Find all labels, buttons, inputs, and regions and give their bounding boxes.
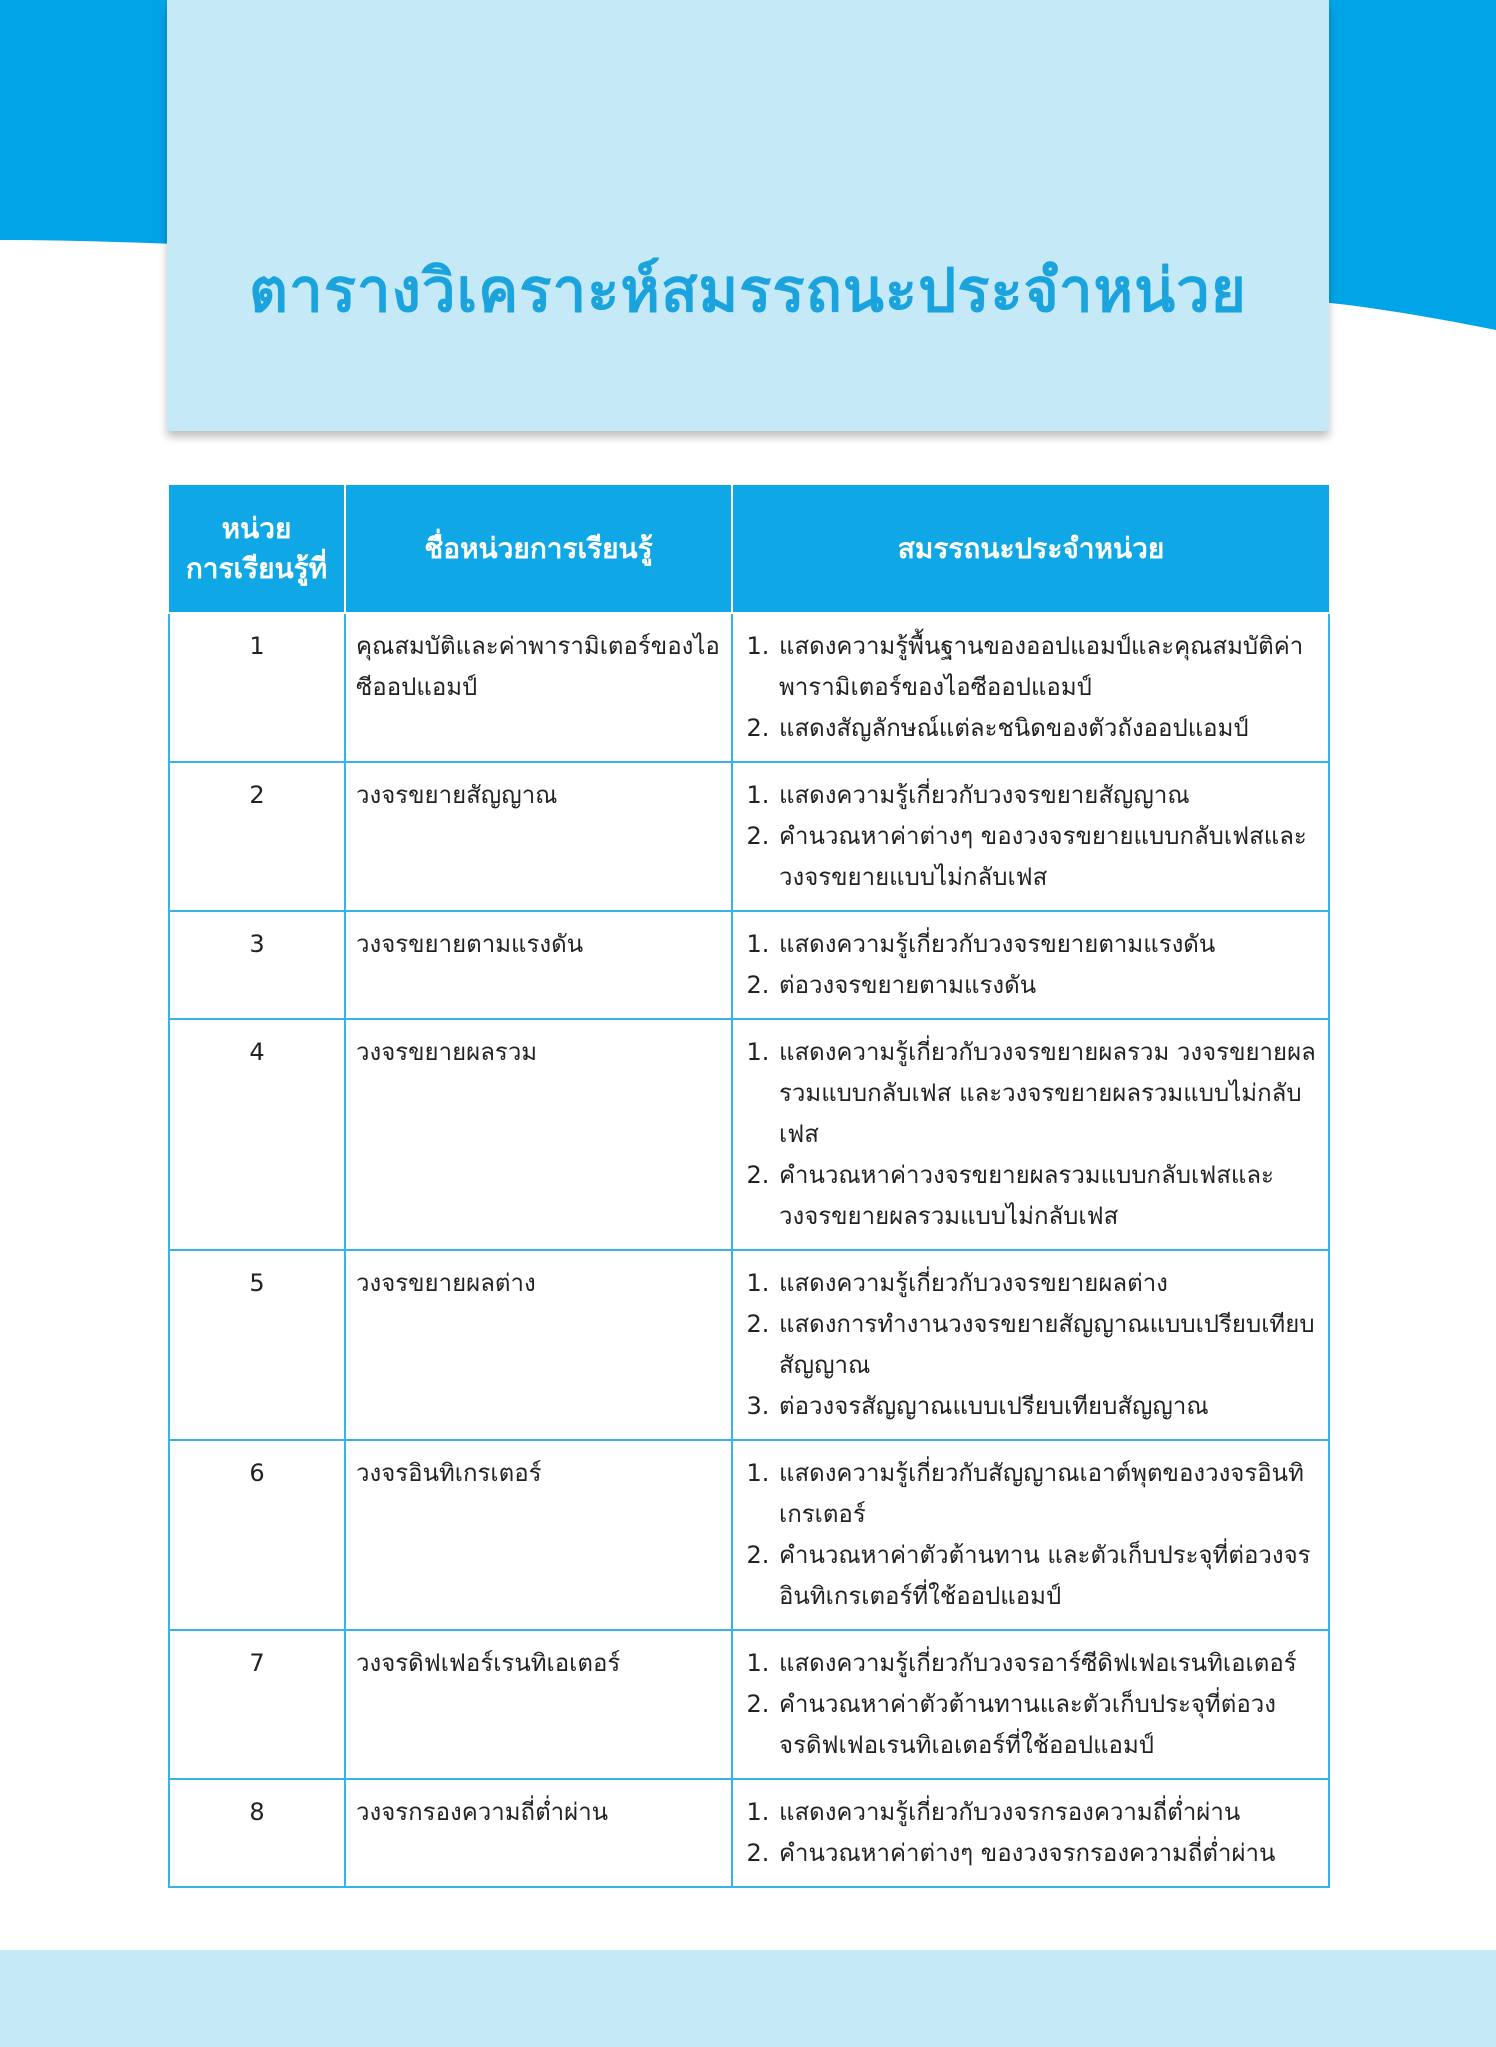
- table-row: [169, 1250, 1329, 1440]
- table-row: [169, 1019, 1329, 1250]
- page-title: ตารางวิเคราะห์สมรรถนะประจำหน่วย: [249, 256, 1247, 326]
- table-header-row: [169, 485, 1329, 613]
- competency-item: 1. แสดงความรู้เกี่ยวกับสัญญาณเอาต์พุตของวงจรอินทิเกรเตอร์: [777, 1453, 1318, 1535]
- competency-list: [743, 924, 1318, 1006]
- competency-list: [743, 1792, 1318, 1874]
- competency-item: 1. แสดงความรู้พื้นฐานของออปแอมป์และคุณสมบัติค่าพารามิเตอร์ของไอซีออปแอมป์: [777, 626, 1318, 708]
- table-row: [169, 911, 1329, 1019]
- competency-list: [743, 1263, 1318, 1427]
- competency-item: 2. คำนวณหาค่าต่างๆ ของวงจรกรองความถี่ต่ำผ่าน: [777, 1833, 1318, 1874]
- unit-name: วงจรขยายผลต่าง: [345, 1250, 732, 1440]
- table-row: [169, 1440, 1329, 1630]
- unit-number: 7: [169, 1630, 345, 1779]
- unit-competencies: [732, 1630, 1329, 1779]
- unit-competencies: [732, 1440, 1329, 1630]
- competency-item: 3. ต่อวงจรสัญญาณแบบเปรียบเทียบสัญญาณ: [777, 1386, 1318, 1427]
- table-row: [169, 613, 1329, 762]
- competency-item: 1. แสดงความรู้เกี่ยวกับวงจรขยายสัญญาณ: [777, 775, 1318, 816]
- unit-number: 1: [169, 613, 345, 762]
- unit-competencies: [732, 911, 1329, 1019]
- unit-competencies: [732, 1779, 1329, 1887]
- competency-list: [743, 775, 1318, 898]
- unit-name: วงจรดิฟเฟอร์เรนทิเอเตอร์: [345, 1630, 732, 1779]
- unit-competencies: [732, 1250, 1329, 1440]
- header-unit-number: หน่วย การเรียนรู้ที่: [169, 485, 345, 613]
- competency-item: 2. คำนวณหาค่าตัวต้านทานและตัวเก็บประจุที่ต่อวงจรดิฟเฟอเรนทิเอเตอร์ที่ใช้ออปแอมป์: [777, 1684, 1318, 1766]
- unit-number: 5: [169, 1250, 345, 1440]
- unit-competencies: [732, 1019, 1329, 1250]
- competency-item: 2. คำนวณหาค่าวงจรขยายผลรวมแบบกลับเฟสและวงจรขยายผลรวมแบบไม่กลับเฟส: [777, 1155, 1318, 1237]
- competency-item: 2. คำนวณหาค่าตัวต้านทาน และตัวเก็บประจุที่ต่อวงจรอินทิเกรเตอร์ที่ใช้ออปแอมป์: [777, 1535, 1318, 1617]
- competency-list: [743, 1643, 1318, 1766]
- competency-table: [168, 485, 1330, 1888]
- unit-name: วงจรอินทิเกรเตอร์: [345, 1440, 732, 1630]
- unit-number: 4: [169, 1019, 345, 1250]
- competency-item: 2. แสดงการทำงานวงจรขยายสัญญาณแบบเปรียบเทียบสัญญาณ: [777, 1304, 1318, 1386]
- unit-name: วงจรขยายผลรวม: [345, 1019, 732, 1250]
- competency-list: [743, 1032, 1318, 1237]
- unit-name: วงจรขยายสัญญาณ: [345, 762, 732, 911]
- unit-name: วงจรกรองความถี่ต่ำผ่าน: [345, 1779, 732, 1887]
- competency-item: 2. คำนวณหาค่าต่างๆ ของวงจรขยายแบบกลับเฟสและวงจรขยายแบบไม่กลับเฟส: [777, 816, 1318, 898]
- unit-competencies: [732, 762, 1329, 911]
- table-body: [169, 613, 1329, 1887]
- unit-number: 3: [169, 911, 345, 1019]
- competency-item: 1. แสดงความรู้เกี่ยวกับวงจรกรองความถี่ต่ำผ่าน: [777, 1792, 1318, 1833]
- competency-item: 1. แสดงความรู้เกี่ยวกับวงจรขยายผลต่าง: [777, 1263, 1318, 1304]
- competency-item: 1. แสดงความรู้เกี่ยวกับวงจรขยายผลรวม วงจรขยายผลรวมแบบกลับเฟส และวงจรขยายผลรวมแบบไม่กลับเฟส: [777, 1032, 1318, 1155]
- unit-number: 2: [169, 762, 345, 911]
- competency-item: 2. ต่อวงจรขยายตามแรงดัน: [777, 965, 1318, 1006]
- unit-number: 8: [169, 1779, 345, 1887]
- footer-band: [0, 1950, 1496, 2047]
- competency-list: [743, 626, 1318, 749]
- competency-item: 1. แสดงความรู้เกี่ยวกับวงจรอาร์ซีดิฟเฟอเรนทิเอเตอร์: [777, 1643, 1318, 1684]
- competency-list: [743, 1453, 1318, 1617]
- competency-item: 2. แสดงสัญลักษณ์แต่ละชนิดของตัวถังออปแอมป์: [777, 708, 1318, 749]
- unit-name: วงจรขยายตามแรงดัน: [345, 911, 732, 1019]
- unit-name: คุณสมบัติและค่าพารามิเตอร์ของไอซีออปแอมป์: [345, 613, 732, 762]
- table-row: [169, 762, 1329, 911]
- header-unit-name: ชื่อหน่วยการเรียนรู้: [345, 485, 732, 613]
- competency-item: 1. แสดงความรู้เกี่ยวกับวงจรขยายตามแรงดัน: [777, 924, 1318, 965]
- unit-competencies: [732, 613, 1329, 762]
- header-competency: สมรรถนะประจำหน่วย: [732, 485, 1329, 613]
- table-row: [169, 1630, 1329, 1779]
- table-row: [169, 1779, 1329, 1887]
- title-banner: [167, 0, 1329, 431]
- unit-number: 6: [169, 1440, 345, 1630]
